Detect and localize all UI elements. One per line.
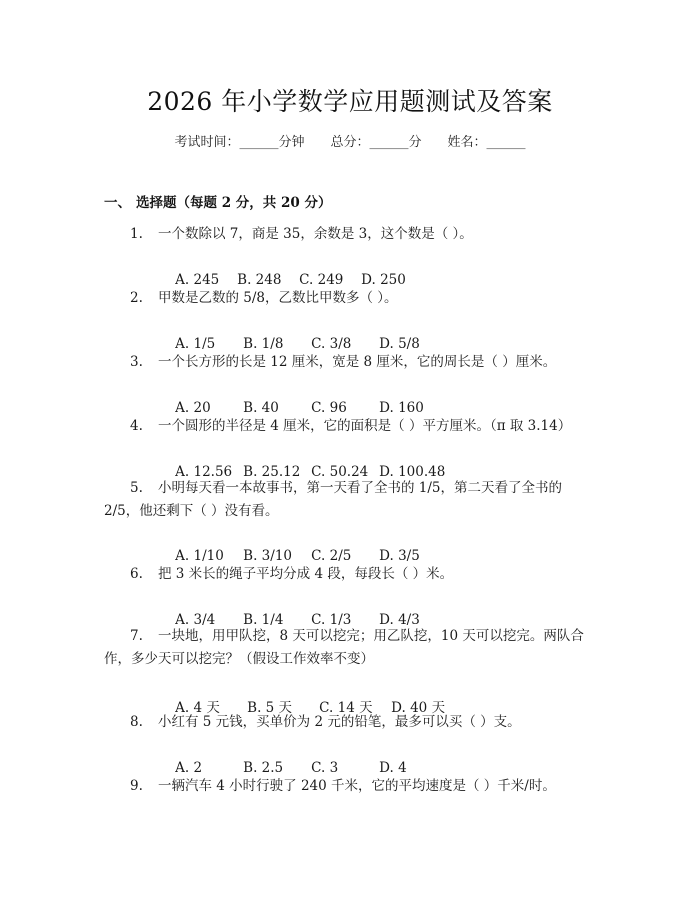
question-text: 把 3 米长的绳子平均分成 4 段，每段长（ ）米。 [158, 566, 454, 582]
section-label: 选择题（每题 2 分，共 20 分） [136, 195, 332, 211]
option-a: A. 2 [175, 760, 203, 776]
question-number: 3. [130, 354, 143, 370]
option-c: C. 50.24 [311, 464, 369, 480]
option-d: D. 4/3 [379, 612, 420, 628]
question-6 [104, 563, 584, 586]
question-number: 8. [130, 714, 143, 730]
option-c: C. 96 [311, 400, 347, 416]
option-c: C. 1/3 [311, 612, 352, 628]
option-c: C. 249 [299, 272, 344, 288]
question-7 [104, 625, 584, 671]
option-d: D. 40 天 [391, 700, 446, 716]
option-a: A. 245 [175, 272, 220, 288]
option-b: B. 1/8 [243, 336, 284, 352]
question-number: 5. [130, 480, 143, 496]
student-name-field: 姓名：______ [447, 135, 526, 150]
question-number: 6. [130, 566, 143, 582]
page-title: 2026 年小学数学应用题测试及答案 [147, 87, 553, 116]
option-b: B. 248 [237, 272, 282, 288]
option-d: D. 4 [379, 760, 407, 776]
question-5 [104, 477, 584, 523]
question-text: 小明每天看一本故事书，第一天看了全书的 1/5，第二天看了全书的 2/5，他还剩下（ ）没有看。 [104, 480, 563, 519]
option-a: A. 20 [175, 400, 211, 416]
question-text: 一个数除以 7，商是 35，余数是 3，这个数是（ ）。 [158, 226, 473, 242]
option-d: D. 5/8 [379, 336, 420, 352]
question-1 [104, 223, 584, 246]
section-heading [104, 191, 331, 211]
option-b: B. 2.5 [243, 760, 284, 776]
option-a: A. 4 天 [175, 700, 220, 716]
option-b: B. 40 [243, 400, 279, 416]
question-number: 9. [130, 778, 143, 794]
option-d: D. 3/5 [379, 548, 420, 564]
option-c: C. 14 天 [319, 700, 373, 716]
question-text: 小红有 5 元钱，买单价为 2 元的铅笔，最多可以买（ ）支。 [158, 714, 521, 730]
option-b: B. 1/4 [243, 612, 284, 628]
option-c: C. 3 [311, 760, 339, 776]
question-number: 1. [130, 226, 143, 242]
option-a: A. 1/10 [175, 548, 224, 564]
option-b: B. 3/10 [243, 548, 292, 564]
question-2 [104, 287, 584, 310]
option-b: B. 25.12 [243, 464, 301, 480]
option-d: D. 160 [379, 400, 424, 416]
option-d: D. 250 [361, 272, 406, 288]
exam-info-line [0, 131, 700, 150]
option-c: C. 3/8 [311, 336, 352, 352]
question-4 [104, 415, 584, 438]
option-d: D. 100.48 [379, 464, 446, 480]
question-number: 7. [130, 628, 143, 644]
question-number: 4. [130, 418, 143, 434]
exam-time-field: 考试时间：______分钟 [174, 135, 305, 150]
total-score-field: 总分：______分 [330, 135, 422, 150]
question-text: 一个圆形的半径是 4 厘米，它的面积是（ ）平方厘米。（π 取 3.14） [158, 418, 572, 434]
question-8 [104, 711, 584, 734]
option-c: C. 2/5 [311, 548, 352, 564]
question-3 [104, 351, 584, 374]
question-9 [104, 775, 584, 798]
option-b: B. 5 天 [247, 700, 293, 716]
question-number: 2. [130, 290, 143, 306]
question-text: 一个长方形的长是 12 厘米，宽是 8 厘米，它的周长是（ ）厘米。 [158, 354, 557, 370]
section-number: 一、 [104, 195, 131, 211]
option-a: A. 12.56 [175, 464, 233, 480]
option-a: A. 1/5 [175, 336, 216, 352]
question-text: 一块地，用甲队挖，8 天可以挖完；用乙队挖，10 天可以挖完。两队合作，多少天可以挖完？（假设工作效率不变） [104, 628, 584, 667]
option-a: A. 3/4 [175, 612, 216, 628]
question-text: 一辆汽车 4 小时行驶了 240 千米，它的平均速度是（ ）千米/时。 [158, 778, 556, 794]
question-text: 甲数是乙数的 5/8，乙数比甲数多（ ）。 [158, 290, 398, 306]
